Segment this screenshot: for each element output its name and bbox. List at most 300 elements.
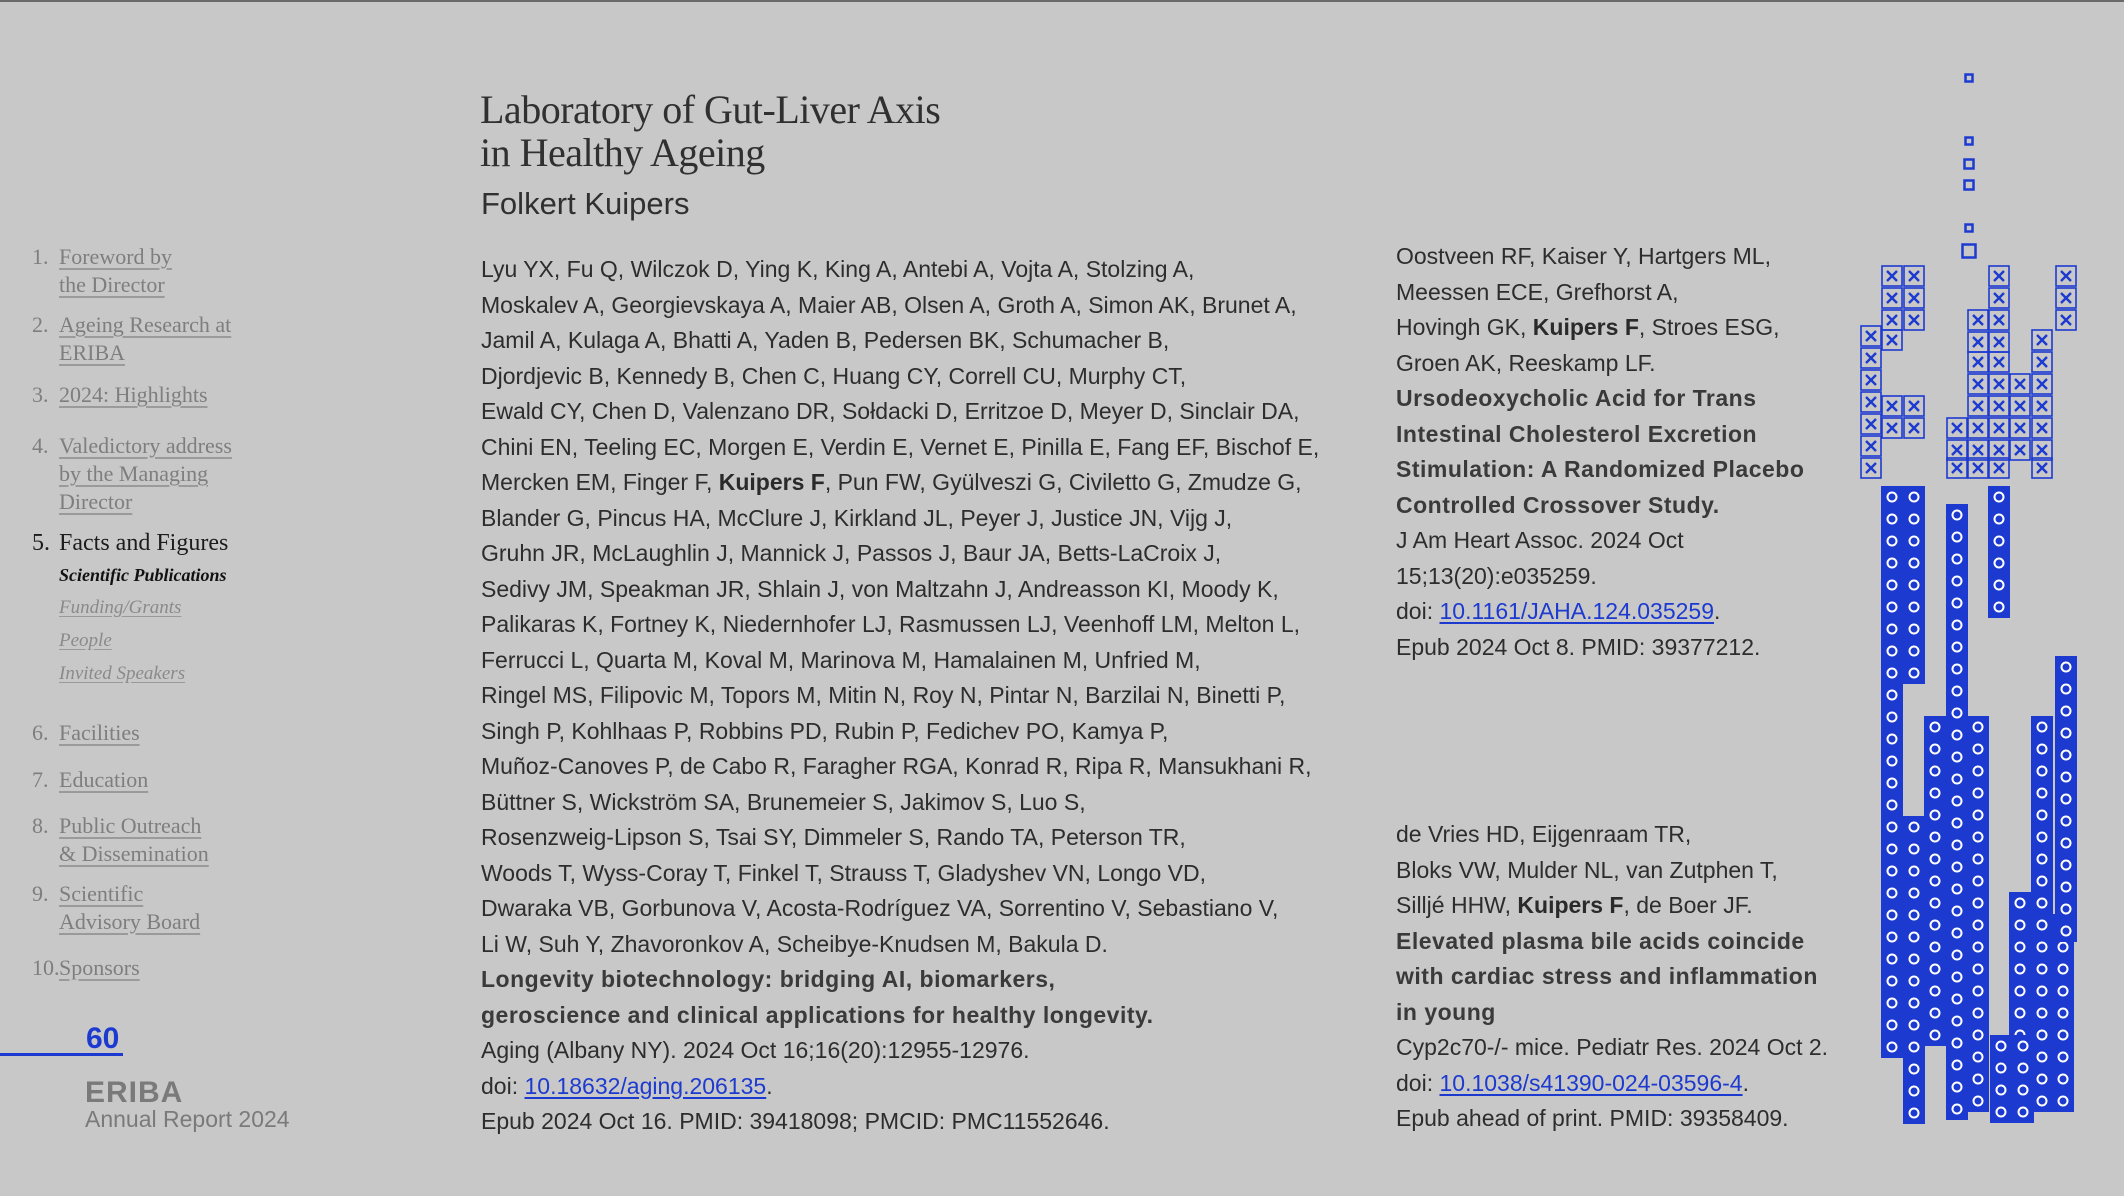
ring-glyph: [2055, 678, 2077, 700]
ring-glyph: [1946, 1076, 1968, 1098]
ring-glyph: [1946, 636, 1968, 658]
toc-item-label: [59, 432, 299, 516]
cross-glyph: [2032, 396, 2052, 416]
ring-glyph: [2012, 1057, 2034, 1079]
author-line: Muñoz-Canoves P, de Cabo R, Faragher RGA, Konrad R, Ripa R, Mansukhani R,: [481, 753, 1312, 779]
ring-glyph: [1967, 848, 1989, 870]
ring-glyph: [2012, 1079, 2034, 1101]
report-title: Annual Report 2024: [85, 1106, 290, 1132]
ring-glyph: [2055, 788, 2077, 810]
toc-item-label: [59, 719, 299, 747]
ring-glyph: [1881, 706, 1903, 728]
doi-line: [481, 1069, 1319, 1105]
toc-item-label-line: Facilities: [59, 720, 140, 745]
cross-glyph: [2010, 418, 2030, 438]
toc-item-label: [59, 243, 299, 299]
ring-glyph: [1990, 1057, 2012, 1079]
toc-item-label: [59, 381, 299, 409]
ring-glyph: [1903, 596, 1925, 618]
publication-entry: [481, 252, 1319, 1140]
cross-glyph: [1861, 458, 1881, 478]
ring-glyph: [1881, 750, 1903, 772]
ring-glyph: [1881, 1036, 1903, 1058]
ring-glyph: [1903, 618, 1925, 640]
ring-glyph: [1946, 768, 1968, 790]
ring-glyph: [2055, 722, 2077, 744]
ring-glyph: [1946, 526, 1968, 548]
author-line: Bloks VW, Mulder NL, van Zutphen T,: [1396, 856, 1778, 883]
ring-glyph: [2031, 1046, 2053, 1068]
cross-glyph: [2056, 288, 2076, 308]
cross-glyph: [1968, 352, 1988, 372]
cross-glyph: [1882, 266, 1902, 286]
ring-glyph: [1946, 592, 1968, 614]
ring-glyph: [1946, 614, 1968, 636]
publication-title-line: with cardiac stress and inflammation: [1396, 963, 1818, 989]
ring-glyph: [1946, 1054, 1968, 1076]
ring-glyph: [1881, 596, 1903, 618]
decorative-glyph-pattern: [1850, 60, 2090, 1140]
ring-glyph: [1967, 782, 1989, 804]
publication-title-line: geroscience and clinical applications for healthy longevity.: [481, 1001, 1154, 1028]
ring-glyph: [1946, 834, 1968, 856]
ring-glyph: [1946, 702, 1968, 724]
epub-pmid: Epub ahead of print. PMID: 39358409.: [1396, 1105, 1789, 1131]
toc-item-label-line: Advisory Board: [59, 909, 201, 934]
epub-pmid: Epub 2024 Oct 16. PMID: 39418098; PMCID: PMC11552646.: [481, 1108, 1110, 1134]
cross-glyph: [1968, 332, 1988, 352]
cross-glyph: [1882, 418, 1902, 438]
ring-glyph: [2055, 766, 2077, 788]
ring-glyph: [1990, 1101, 2012, 1123]
lab-title-line: in Healthy Ageing: [480, 130, 765, 175]
author-line: Gruhn JR, McLaughlin J, Mannick J, Passos J, Baur JA, Betts-LaCroix J,: [481, 540, 1222, 566]
ring-glyph: [2009, 980, 2031, 1002]
ring-glyph: [2055, 898, 2077, 920]
ring-glyph: [2031, 804, 2053, 826]
toc-item-label: [59, 766, 299, 794]
ring-glyph: [1946, 922, 1968, 944]
ring-glyph: [1881, 882, 1903, 904]
cross-glyph: [2056, 266, 2076, 286]
cross-glyph: [2032, 374, 2052, 394]
ring-glyph: [2031, 738, 2053, 760]
ring-glyph: [1946, 856, 1968, 878]
cross-glyph: [2010, 374, 2030, 394]
highlighted-author: Kuipers F: [1532, 314, 1639, 340]
cross-glyph: [1968, 458, 1988, 478]
cross-glyph: [1947, 418, 1967, 438]
ring-glyph: [2031, 1002, 2053, 1024]
ring-glyph: [1946, 680, 1968, 702]
ring-glyph: [1924, 804, 1946, 826]
cross-glyph: [1947, 458, 1967, 478]
cross-glyph: [1947, 440, 1967, 460]
toc-item-label-line: Foreword by: [59, 244, 173, 269]
ring-glyph: [1988, 486, 2010, 508]
toc-item-label-line: & Dissemination: [59, 841, 209, 866]
doi-prefix: doi:: [481, 1072, 525, 1099]
ring-glyph: [1881, 926, 1903, 948]
toc-item[interactable]: [32, 880, 299, 936]
cross-glyph: [2010, 440, 2030, 460]
square-glyph: [1966, 138, 1973, 145]
toc-item-number: 10.: [32, 955, 60, 980]
ring-glyph: [1881, 860, 1903, 882]
cross-glyph: [2032, 440, 2052, 460]
toc-item[interactable]: [32, 812, 299, 868]
ring-glyph: [1946, 988, 1968, 1010]
ring-glyph: [1946, 944, 1968, 966]
ring-glyph: [1946, 746, 1968, 768]
journal-citation: J Am Heart Assoc. 2024 Oct: [1396, 527, 1684, 553]
ring-glyph: [1903, 530, 1925, 552]
ring-glyph: [1881, 684, 1903, 706]
ring-glyph: [1903, 1102, 1925, 1124]
ring-glyph: [1903, 882, 1925, 904]
author-line: Meessen ECE, Grefhorst A,: [1396, 278, 1679, 305]
ring-glyph: [1967, 980, 1989, 1002]
toc-item[interactable]: [32, 243, 299, 299]
ring-glyph: [1967, 804, 1989, 826]
toc-item-label-line: Education: [59, 767, 149, 792]
toc-item-label-line: Scientific: [59, 881, 144, 906]
ring-glyph: [1988, 508, 2010, 530]
author-line: [1396, 888, 1828, 924]
cross-glyph: [1904, 418, 1924, 438]
ring-glyph: [1924, 1024, 1946, 1046]
toc-item-label-line: Ageing Research at: [59, 312, 232, 337]
ring-glyph: [1881, 662, 1903, 684]
doi-link[interactable]: 10.1161/JAHA.124.035259: [1439, 598, 1715, 624]
toc-item[interactable]: [32, 766, 299, 794]
cross-glyph: [1989, 352, 2009, 372]
cross-glyph: [1904, 288, 1924, 308]
author-text: , Stroes ESG,: [1638, 314, 1780, 340]
ring-glyph: [1924, 782, 1946, 804]
journal-citation: Aging (Albany NY). 2024 Oct 16;16(20):12955-12976.: [481, 1037, 1030, 1063]
ring-glyph: [2009, 914, 2031, 936]
ring-glyph: [2055, 920, 2077, 942]
ring-glyph: [1903, 1058, 1925, 1080]
toc-item[interactable]: [32, 311, 299, 367]
ring-glyph: [1903, 1014, 1925, 1036]
author-text: Silljé HHW,: [1396, 892, 1518, 918]
ring-glyph: [2031, 958, 2053, 980]
publication-title-line: Intestinal Cholesterol Excretion: [1396, 420, 1758, 447]
cross-glyph: [1989, 288, 2009, 308]
ring-glyph: [1967, 738, 1989, 760]
toc-item-label-line: 2024: Highlights: [59, 382, 208, 407]
ring-glyph: [2031, 826, 2053, 848]
author-line: Woods T, Wyss-Coray T, Finkel T, Strauss T, Gladyshev VN, Longo VD,: [481, 859, 1207, 886]
ring-glyph: [1946, 790, 1968, 812]
toc-item-number: 2.: [32, 312, 49, 337]
highlighted-author: Kuipers F: [718, 469, 825, 495]
ring-glyph: [1967, 870, 1989, 892]
author-line: Büttner S, Wickström SA, Brunemeier S, Jakimov S, Luo S,: [481, 788, 1086, 815]
ring-glyph: [1903, 1080, 1925, 1102]
ring-glyph: [1946, 1032, 1968, 1054]
cross-glyph: [1861, 392, 1881, 412]
ring-glyph: [1903, 662, 1925, 684]
ring-glyph: [1946, 548, 1968, 570]
cross-glyph: [1882, 330, 1902, 350]
cross-glyph: [1968, 440, 1988, 460]
top-rule: [0, 0, 2124, 2]
author-line: Oostveen RF, Kaiser Y, Hartgers ML,: [1396, 243, 1771, 269]
cross-glyph: [1904, 310, 1924, 330]
author-line: [481, 465, 1319, 501]
ring-glyph: [2031, 980, 2053, 1002]
ring-glyph: [1881, 816, 1903, 838]
ring-glyph: [1946, 812, 1968, 834]
page-number: 60: [86, 1022, 120, 1055]
ring-glyph: [1946, 504, 1968, 526]
cross-glyph: [1989, 332, 2009, 352]
publication-title-line: Ursodeoxycholic Acid for Trans: [1396, 385, 1757, 411]
ring-glyph: [2055, 810, 2077, 832]
toc-item[interactable]: [32, 954, 299, 982]
author-line: Li W, Suh Y, Zhavoronkov A, Scheibye-Knudsen M, Bakula D.: [481, 930, 1108, 957]
toc-item-number: 8.: [32, 813, 49, 838]
author-line: Palikaras K, Fortney K, Niedernhofer LJ, Rasmussen LJ, Veenhoff LM, Melton L,: [481, 611, 1301, 637]
ring-glyph: [1946, 878, 1968, 900]
cross-glyph: [1968, 396, 1988, 416]
cross-glyph: [1989, 440, 2009, 460]
ring-glyph: [1881, 508, 1903, 530]
cross-glyph: [1989, 310, 2009, 330]
toc-item-label: [59, 880, 299, 936]
toc-item-number: 9.: [32, 881, 49, 906]
ring-glyph: [1903, 816, 1925, 838]
ring-glyph: [1924, 760, 1946, 782]
author-line: Ewald CY, Chen D, Valenzano DR, Sołdacki D, Erritzoe D, Meyer D, Sinclair DA,: [481, 398, 1300, 424]
author-text: Mercken EM, Finger F,: [481, 469, 719, 495]
epub-pmid: Epub 2024 Oct 8. PMID: 39377212.: [1396, 633, 1761, 660]
ring-glyph: [1903, 970, 1925, 992]
ring-glyph: [1990, 1079, 2012, 1101]
ring-glyph: [2031, 1068, 2053, 1090]
cross-glyph: [2032, 352, 2052, 372]
ring-glyph: [1924, 1002, 1946, 1024]
cross-glyph: [2032, 418, 2052, 438]
ring-glyph: [2055, 854, 2077, 876]
highlighted-author: Kuipers F: [1517, 892, 1624, 918]
ring-glyph: [2009, 1002, 2031, 1024]
ring-glyph: [2055, 744, 2077, 766]
ring-glyph: [1946, 658, 1968, 680]
ring-glyph: [1988, 552, 2010, 574]
cross-glyph: [1882, 288, 1902, 308]
doi-line: [1396, 594, 1804, 630]
ring-glyph: [1967, 1090, 1989, 1112]
author-line: Ringel MS, Filipovic M, Topors M, Mitin N, Roy N, Pintar N, Barzilai N, Binetti P,: [481, 682, 1286, 708]
doi-line: [1396, 1066, 1828, 1102]
ring-glyph: [1924, 716, 1946, 738]
ring-glyph: [1967, 914, 1989, 936]
ring-glyph: [1903, 948, 1925, 970]
cross-glyph: [2032, 330, 2052, 350]
cross-glyph: [1861, 414, 1881, 434]
subnav-item[interactable]: People: [59, 630, 112, 651]
toc-item-label-line: Director: [59, 489, 133, 514]
toc-item-number: 6.: [32, 720, 49, 745]
author-line: Moskalev A, Georgievskaya A, Maier AB, Olsen A, Groth A, Simon AK, Brunet A,: [481, 291, 1297, 318]
toc-item-label-line: by the Managing: [59, 461, 209, 486]
author-line: Dwaraka VB, Gorbunova V, Acosta-Rodríguez VA, Sorrentino V, Sebastiano V,: [481, 895, 1279, 921]
ring-glyph: [2052, 1068, 2074, 1090]
ring-glyph: [1946, 1010, 1968, 1032]
ring-glyph: [1881, 992, 1903, 1014]
ring-glyph: [1990, 1035, 2012, 1057]
author-text: Hovingh GK,: [1396, 314, 1533, 340]
ring-glyph: [2031, 1090, 2053, 1112]
ring-glyph: [2052, 1090, 2074, 1112]
ring-glyph: [2055, 876, 2077, 898]
cross-glyph: [1989, 396, 2009, 416]
ring-glyph: [1924, 870, 1946, 892]
ring-glyph: [2012, 1101, 2034, 1123]
ring-glyph: [1988, 596, 2010, 618]
author-text: , Pun FW, Gyülveszi G, Civiletto G, Zmudze G,: [824, 469, 1302, 495]
cross-glyph: [1989, 266, 2009, 286]
subnav-item[interactable]: Scientific Publications: [59, 565, 227, 585]
ring-glyph: [1903, 1036, 1925, 1058]
toc-item[interactable]: [32, 381, 299, 409]
subnav-item[interactable]: Funding/Grants: [59, 597, 182, 618]
ring-glyph: [1946, 724, 1968, 746]
lab-title-line: Laboratory of Gut-Liver Axis: [480, 87, 941, 132]
ring-glyph: [2009, 892, 2031, 914]
ring-glyph: [2055, 832, 2077, 854]
ring-glyph: [1967, 1046, 1989, 1068]
ring-glyph: [1881, 552, 1903, 574]
cross-glyph: [2032, 458, 2052, 478]
toc-item-label-line: the Director: [59, 272, 165, 297]
toc-item[interactable]: [32, 719, 299, 747]
author-line: Sedivy JM, Speakman JR, Shlain J, von Maltzahn J, Andreasson KI, Moody K,: [481, 575, 1279, 602]
ring-glyph: [1881, 838, 1903, 860]
ring-glyph: [2009, 958, 2031, 980]
ring-glyph: [1881, 794, 1903, 816]
author-line: Chini EN, Teeling EC, Morgen E, Verdin E, Vernet E, Pinilla E, Fang EF, Bischof E,: [481, 433, 1320, 460]
doi-suffix: .: [766, 1072, 773, 1099]
publication-title-line: Controlled Crossover Study.: [1396, 491, 1720, 518]
doi-link[interactable]: 10.1038/s41390-024-03596-4: [1439, 1069, 1743, 1096]
doi-suffix: .: [1742, 1069, 1749, 1096]
author-line: Djordjevic B, Kennedy B, Chen C, Huang CY, Correll CU, Murphy CT,: [481, 362, 1187, 389]
subnav-item[interactable]: Invited Speakers: [59, 663, 186, 684]
cross-glyph: [1882, 396, 1902, 416]
author-line: [1396, 310, 1804, 346]
toc-item-label: [59, 954, 299, 982]
doi-link[interactable]: 10.18632/aging.206135: [524, 1072, 767, 1099]
author-line: Rosenzweig-Lipson S, Tsai SY, Dimmeler S, Rando TA, Peterson TR,: [481, 824, 1186, 850]
author-line: de Vries HD, Eijgenraam TR,: [1396, 821, 1692, 847]
toc-item-label-line: Facts and Figures: [59, 530, 229, 556]
author-line: Ferrucci L, Quarta M, Koval M, Marinova M, Hamalainen M, Unfried M,: [481, 646, 1201, 673]
cross-glyph: [1861, 370, 1881, 390]
toc-item-label-line: Valedictory address: [59, 433, 232, 458]
ring-glyph: [2031, 782, 2053, 804]
cross-glyph: [1904, 266, 1924, 286]
ring-glyph: [1881, 486, 1903, 508]
ring-glyph: [1924, 958, 1946, 980]
toc-item[interactable]: [32, 529, 299, 557]
ring-glyph: [1881, 618, 1903, 640]
journal-citation: 15;13(20):e035259.: [1396, 562, 1597, 589]
square-glyph: [1965, 160, 1974, 169]
cross-glyph: [2056, 310, 2076, 330]
publication-entry: [1396, 817, 1828, 1137]
ring-glyph: [1881, 970, 1903, 992]
ring-glyph: [2052, 1046, 2074, 1068]
author-line: Singh P, Kohlhaas P, Robbins PD, Rubin P, Fedichev PO, Kamya P,: [481, 717, 1169, 744]
ring-glyph: [2052, 1024, 2074, 1046]
ring-glyph: [2031, 936, 2053, 958]
ring-glyph: [2055, 656, 2077, 678]
ring-glyph: [1946, 966, 1968, 988]
ring-glyph: [1903, 552, 1925, 574]
ring-glyph: [2012, 1035, 2034, 1057]
publication-title-line: Elevated plasma bile acids coincide: [1396, 927, 1805, 954]
ring-glyph: [1924, 936, 1946, 958]
ring-glyph: [1924, 738, 1946, 760]
ring-glyph: [1881, 728, 1903, 750]
cross-glyph: [1989, 458, 2009, 478]
cross-glyph: [1861, 326, 1881, 346]
ring-glyph: [1903, 486, 1925, 508]
ring-glyph: [1988, 530, 2010, 552]
publication-title-line: in young: [1396, 998, 1496, 1025]
square-glyph: [1965, 181, 1974, 190]
ring-glyph: [1903, 574, 1925, 596]
cross-glyph: [1989, 374, 2009, 394]
ring-glyph: [2055, 700, 2077, 722]
journal-citation: Cyp2c70-/- mice. Pediatr Res. 2024 Oct 2.: [1396, 1034, 1829, 1060]
ring-glyph: [1967, 958, 1989, 980]
doi-prefix: doi:: [1396, 1069, 1440, 1096]
ring-glyph: [1924, 980, 1946, 1002]
ring-glyph: [1946, 570, 1968, 592]
toc-item-label-line: ERIBA: [59, 340, 125, 365]
ring-glyph: [1903, 904, 1925, 926]
ring-glyph: [1881, 772, 1903, 794]
ring-glyph: [1881, 948, 1903, 970]
ring-glyph: [1903, 992, 1925, 1014]
ring-glyph: [2031, 760, 2053, 782]
ring-glyph: [2031, 914, 2053, 936]
ring-glyph: [1967, 892, 1989, 914]
toc-item-number: 4.: [32, 433, 49, 458]
brand-name: ERIBA: [85, 1076, 184, 1109]
square-glyph: [1966, 225, 1973, 232]
ring-glyph: [1903, 640, 1925, 662]
pi-name: Folkert Kuipers: [481, 186, 690, 221]
toc-item[interactable]: [32, 432, 299, 516]
ring-glyph: [1967, 1024, 1989, 1046]
cross-glyph: [1968, 418, 1988, 438]
toc-item-number: 3.: [32, 382, 49, 407]
ring-glyph: [1967, 936, 1989, 958]
ring-glyph: [1903, 860, 1925, 882]
ring-glyph: [1967, 1068, 1989, 1090]
publication-title-line: Longevity biotechnology: bridging AI, biomarkers,: [481, 966, 1056, 992]
cross-glyph: [1904, 396, 1924, 416]
ring-glyph: [1946, 1098, 1968, 1120]
ring-glyph: [1903, 508, 1925, 530]
